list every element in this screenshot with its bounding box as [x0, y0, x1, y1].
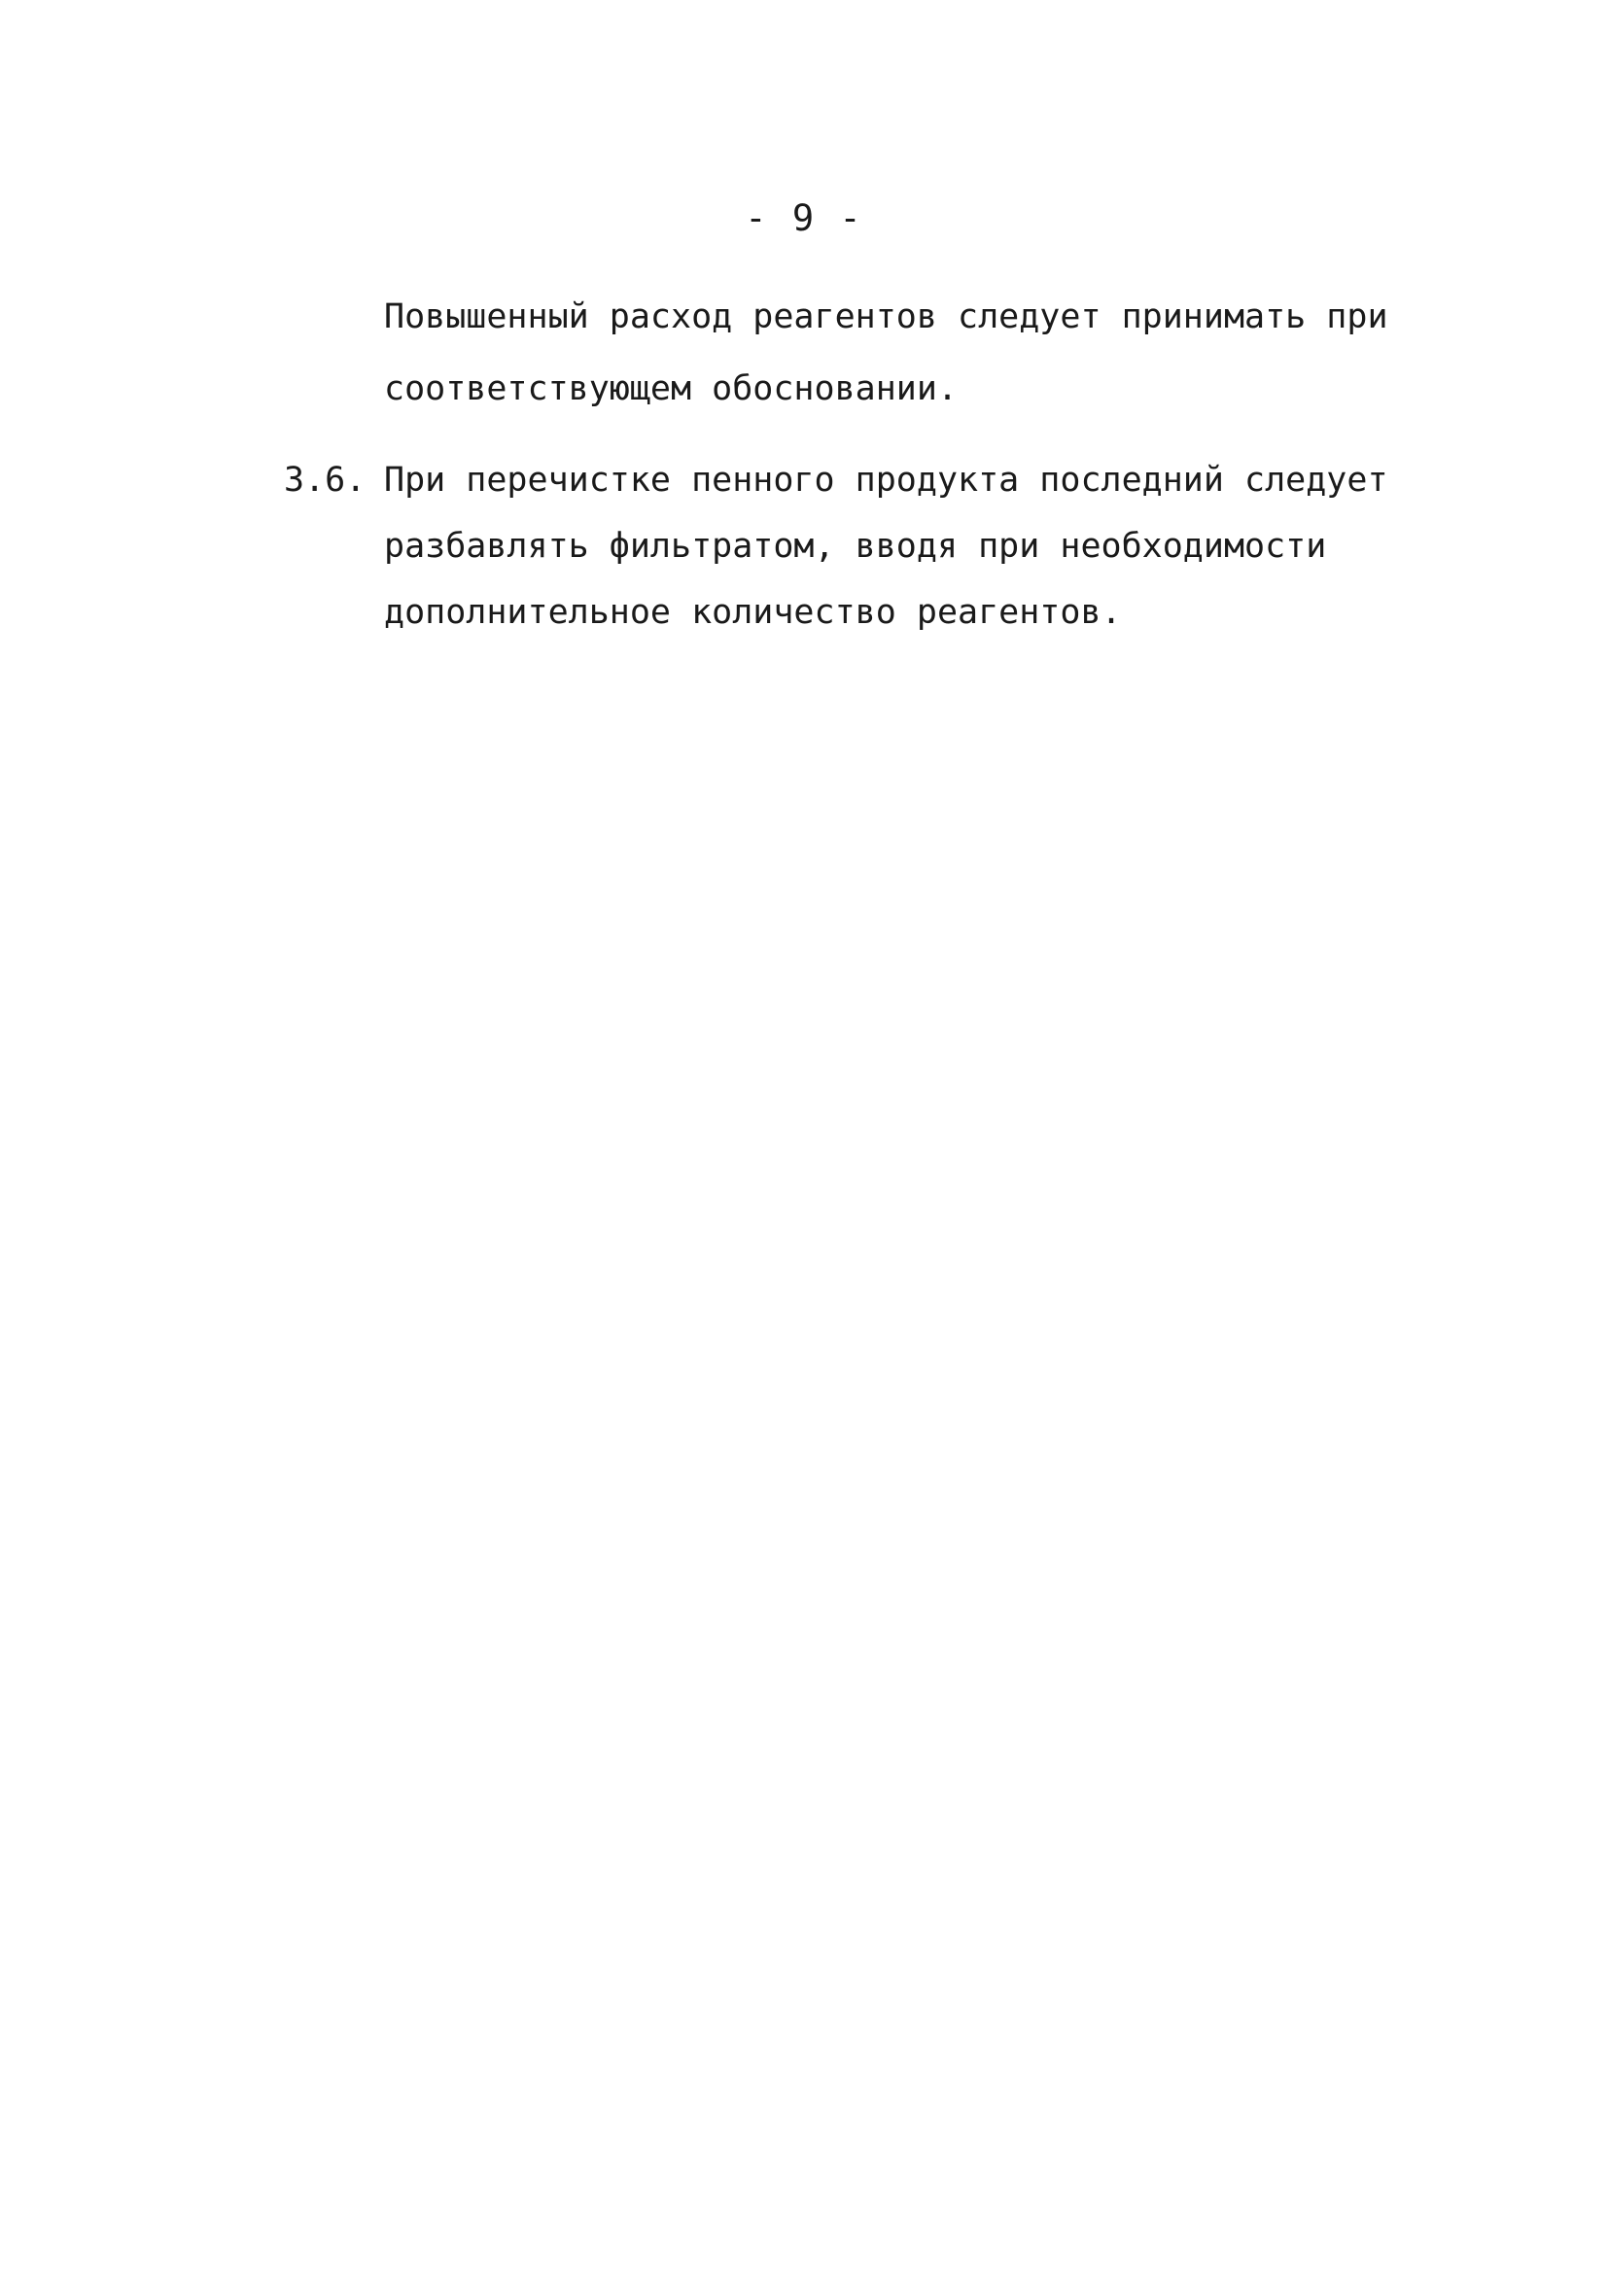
- text-line: дополнительное количество реагентов.: [384, 593, 1122, 632]
- page-number: - 9 -: [745, 197, 863, 239]
- text-line: разбавлять фильтратом, вводя при необходимости: [384, 527, 1327, 566]
- text-line: При перечистке пенного продукта последний следует: [384, 461, 1388, 500]
- text-line: Повышенный расход реагентов следует принимать при: [384, 297, 1388, 336]
- item-number: 3.6.: [284, 461, 367, 500]
- text-line: соответствующем обосновании.: [384, 369, 959, 408]
